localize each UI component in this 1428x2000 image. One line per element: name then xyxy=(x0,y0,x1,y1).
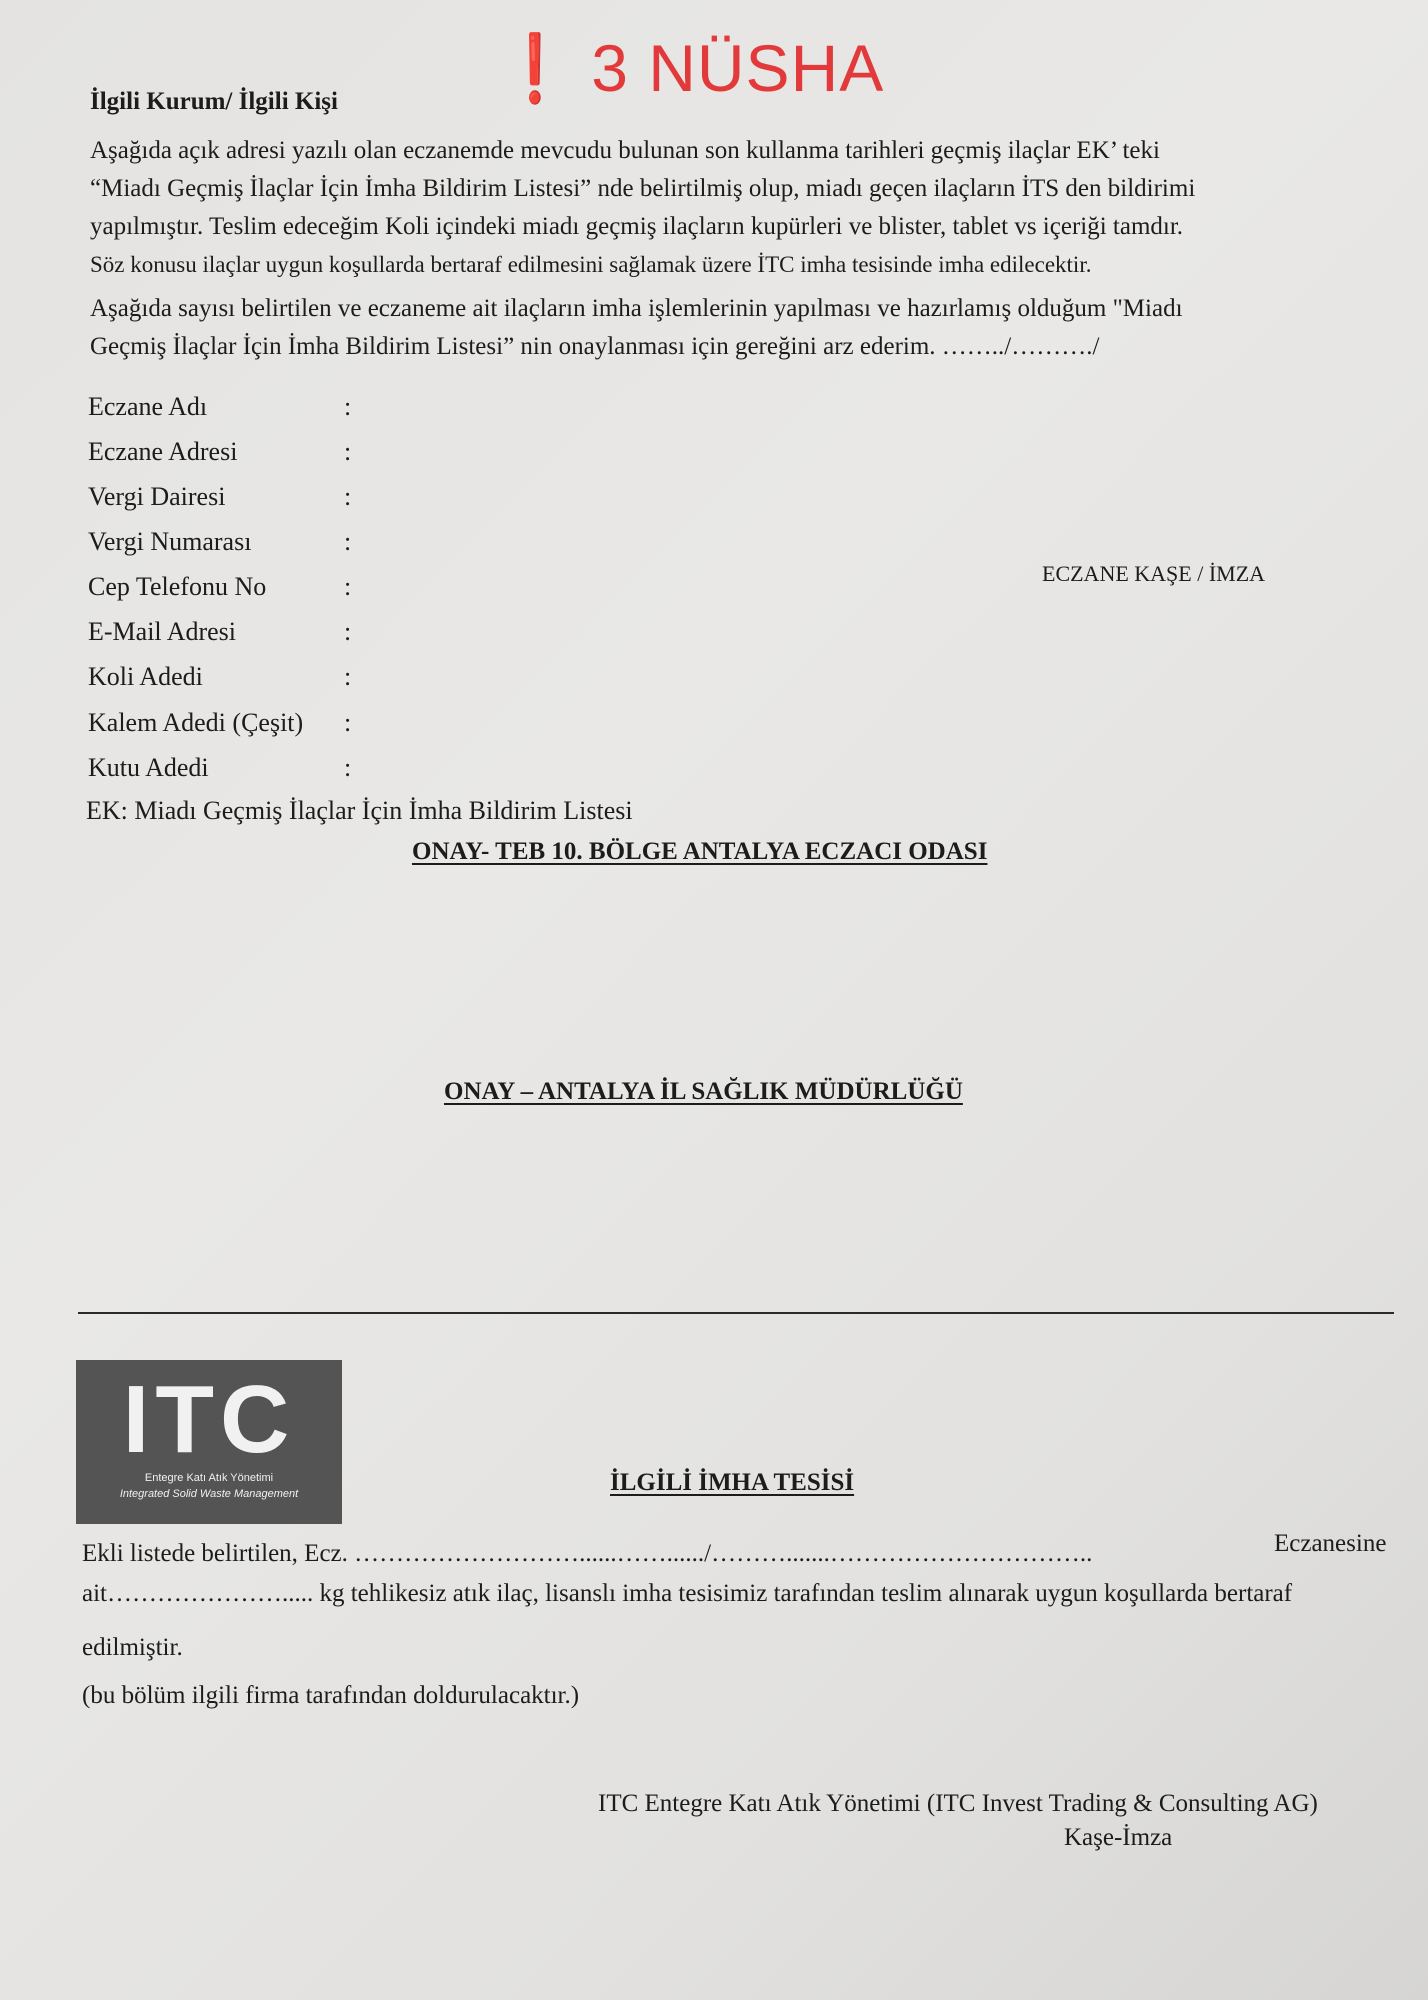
form-colon: : xyxy=(344,617,352,646)
paragraph-line: Aşağıda açık adresi yazılı olan eczanemde mevcudu bulunan son kullanma tarihleri geçmiş ilaçlar EK’ teki xyxy=(90,137,1160,164)
pharmacy-stamp-label: ECZANE KAŞE / İMZA xyxy=(1042,561,1266,586)
logo-subtitle-en: Integrated Solid Waste Management xyxy=(119,1488,299,1500)
form-colon: : xyxy=(344,572,352,601)
facility-line-3: edilmiştir. xyxy=(82,1634,183,1661)
form-colon: : xyxy=(344,708,352,737)
copy-count-text: 3 NÜSHA xyxy=(591,31,885,105)
form-colon: : xyxy=(344,753,352,782)
attachment-note: EK: Miadı Geçmiş İlaçlar İçin İmha Bildirim Listesi xyxy=(86,796,633,825)
logo-mark: ITC xyxy=(122,1366,296,1473)
facility-line-1: Ekli listede belirtilen, Ecz. ………………………......……....../……….......………………………….. xyxy=(82,1540,1093,1567)
itc-logo xyxy=(76,1360,342,1524)
facility-line-1-end: Eczanesine xyxy=(1274,1530,1387,1557)
form-colon: : xyxy=(344,527,352,556)
section-divider xyxy=(78,1312,1394,1314)
form-label-email: E-Mail Adresi xyxy=(88,617,237,646)
facility-heading: İLGİLİ İMHA TESİSİ xyxy=(610,1469,855,1496)
letter-paragraph-2 xyxy=(90,290,1183,366)
form-colon: : xyxy=(344,482,352,511)
form-label-vergi-numarasi: Vergi Numarası xyxy=(88,527,252,556)
form-label-eczane-adi: Eczane Adı xyxy=(88,392,208,421)
logo-subtitle-tr: Entegre Katı Atık Yönetimi xyxy=(144,1472,274,1484)
addressee: İlgili Kurum/ İlgili Kişi xyxy=(90,88,338,115)
letter-paragraph-1 xyxy=(90,132,1195,284)
exclamation-icon: ❗ xyxy=(502,31,569,105)
copy-count-stamp xyxy=(494,30,884,108)
footer-company: ITC Entegre Katı Atık Yönetimi (ITC Invest Trading & Consulting AG) xyxy=(598,1790,1318,1817)
paragraph-line: “Miadı Geçmiş İlaçlar İçin İmha Bildirim Listesi” nde belirtilmiş olup, miadı geçen ilaçların İTS den bildirimi xyxy=(90,175,1196,202)
paragraph-line: Söz konusu ilaçlar uygun koşullarda bertaraf edilmesini sağlamak üzere İTC imha tesisinde imha edilecektir. xyxy=(90,252,1092,277)
paragraph-line: Geçmiş İlaçlar İçin İmha Bildirim Listesi” nin onaylanması için gereğini arz ederim. ……../………./ xyxy=(90,333,1100,360)
footer-signature: Kaşe-İmza xyxy=(1064,1824,1173,1851)
form-label-kutu-adedi: Kutu Adedi xyxy=(88,753,209,782)
form-label-cep-telefonu: Cep Telefonu No xyxy=(88,572,267,601)
approval-health-heading: ONAY – ANTALYA İL SAĞLIK MÜDÜRLÜĞÜ xyxy=(444,1078,963,1105)
paragraph-line: yapılmıştır. Teslim edeceğim Koli içindeki miadı geçmiş ilaçların kupürleri ve blister, tablet vs içeriği tamdır. xyxy=(90,213,1184,240)
form-colon: : xyxy=(344,662,352,691)
form-colon: : xyxy=(344,437,352,466)
form-label-eczane-adresi: Eczane Adresi xyxy=(88,437,238,466)
facility-note: (bu bölüm ilgili firma tarafından doldurulacaktır.) xyxy=(82,1682,580,1709)
form-label-vergi-dairesi: Vergi Dairesi xyxy=(88,482,226,511)
form-label-koli-adedi: Koli Adedi xyxy=(88,662,203,691)
facility-line-2: ait…………………..... kg tehlikesiz atık ilaç, lisanslı imha tesisimiz tarafından teslim alınarak uygun koşullarda bertaraf xyxy=(82,1580,1293,1607)
approval-chamber-heading: ONAY- TEB 10. BÖLGE ANTALYA ECZACI ODASI xyxy=(412,838,988,865)
form-colon: : xyxy=(344,392,352,421)
form-label-kalem-adedi: Kalem Adedi (Çeşit) xyxy=(88,708,304,737)
paragraph-line: Aşağıda sayısı belirtilen ve eczaneme ait ilaçların imha işlemlerinin yapılması ve hazırlamış olduğum "Miadı xyxy=(90,295,1183,322)
